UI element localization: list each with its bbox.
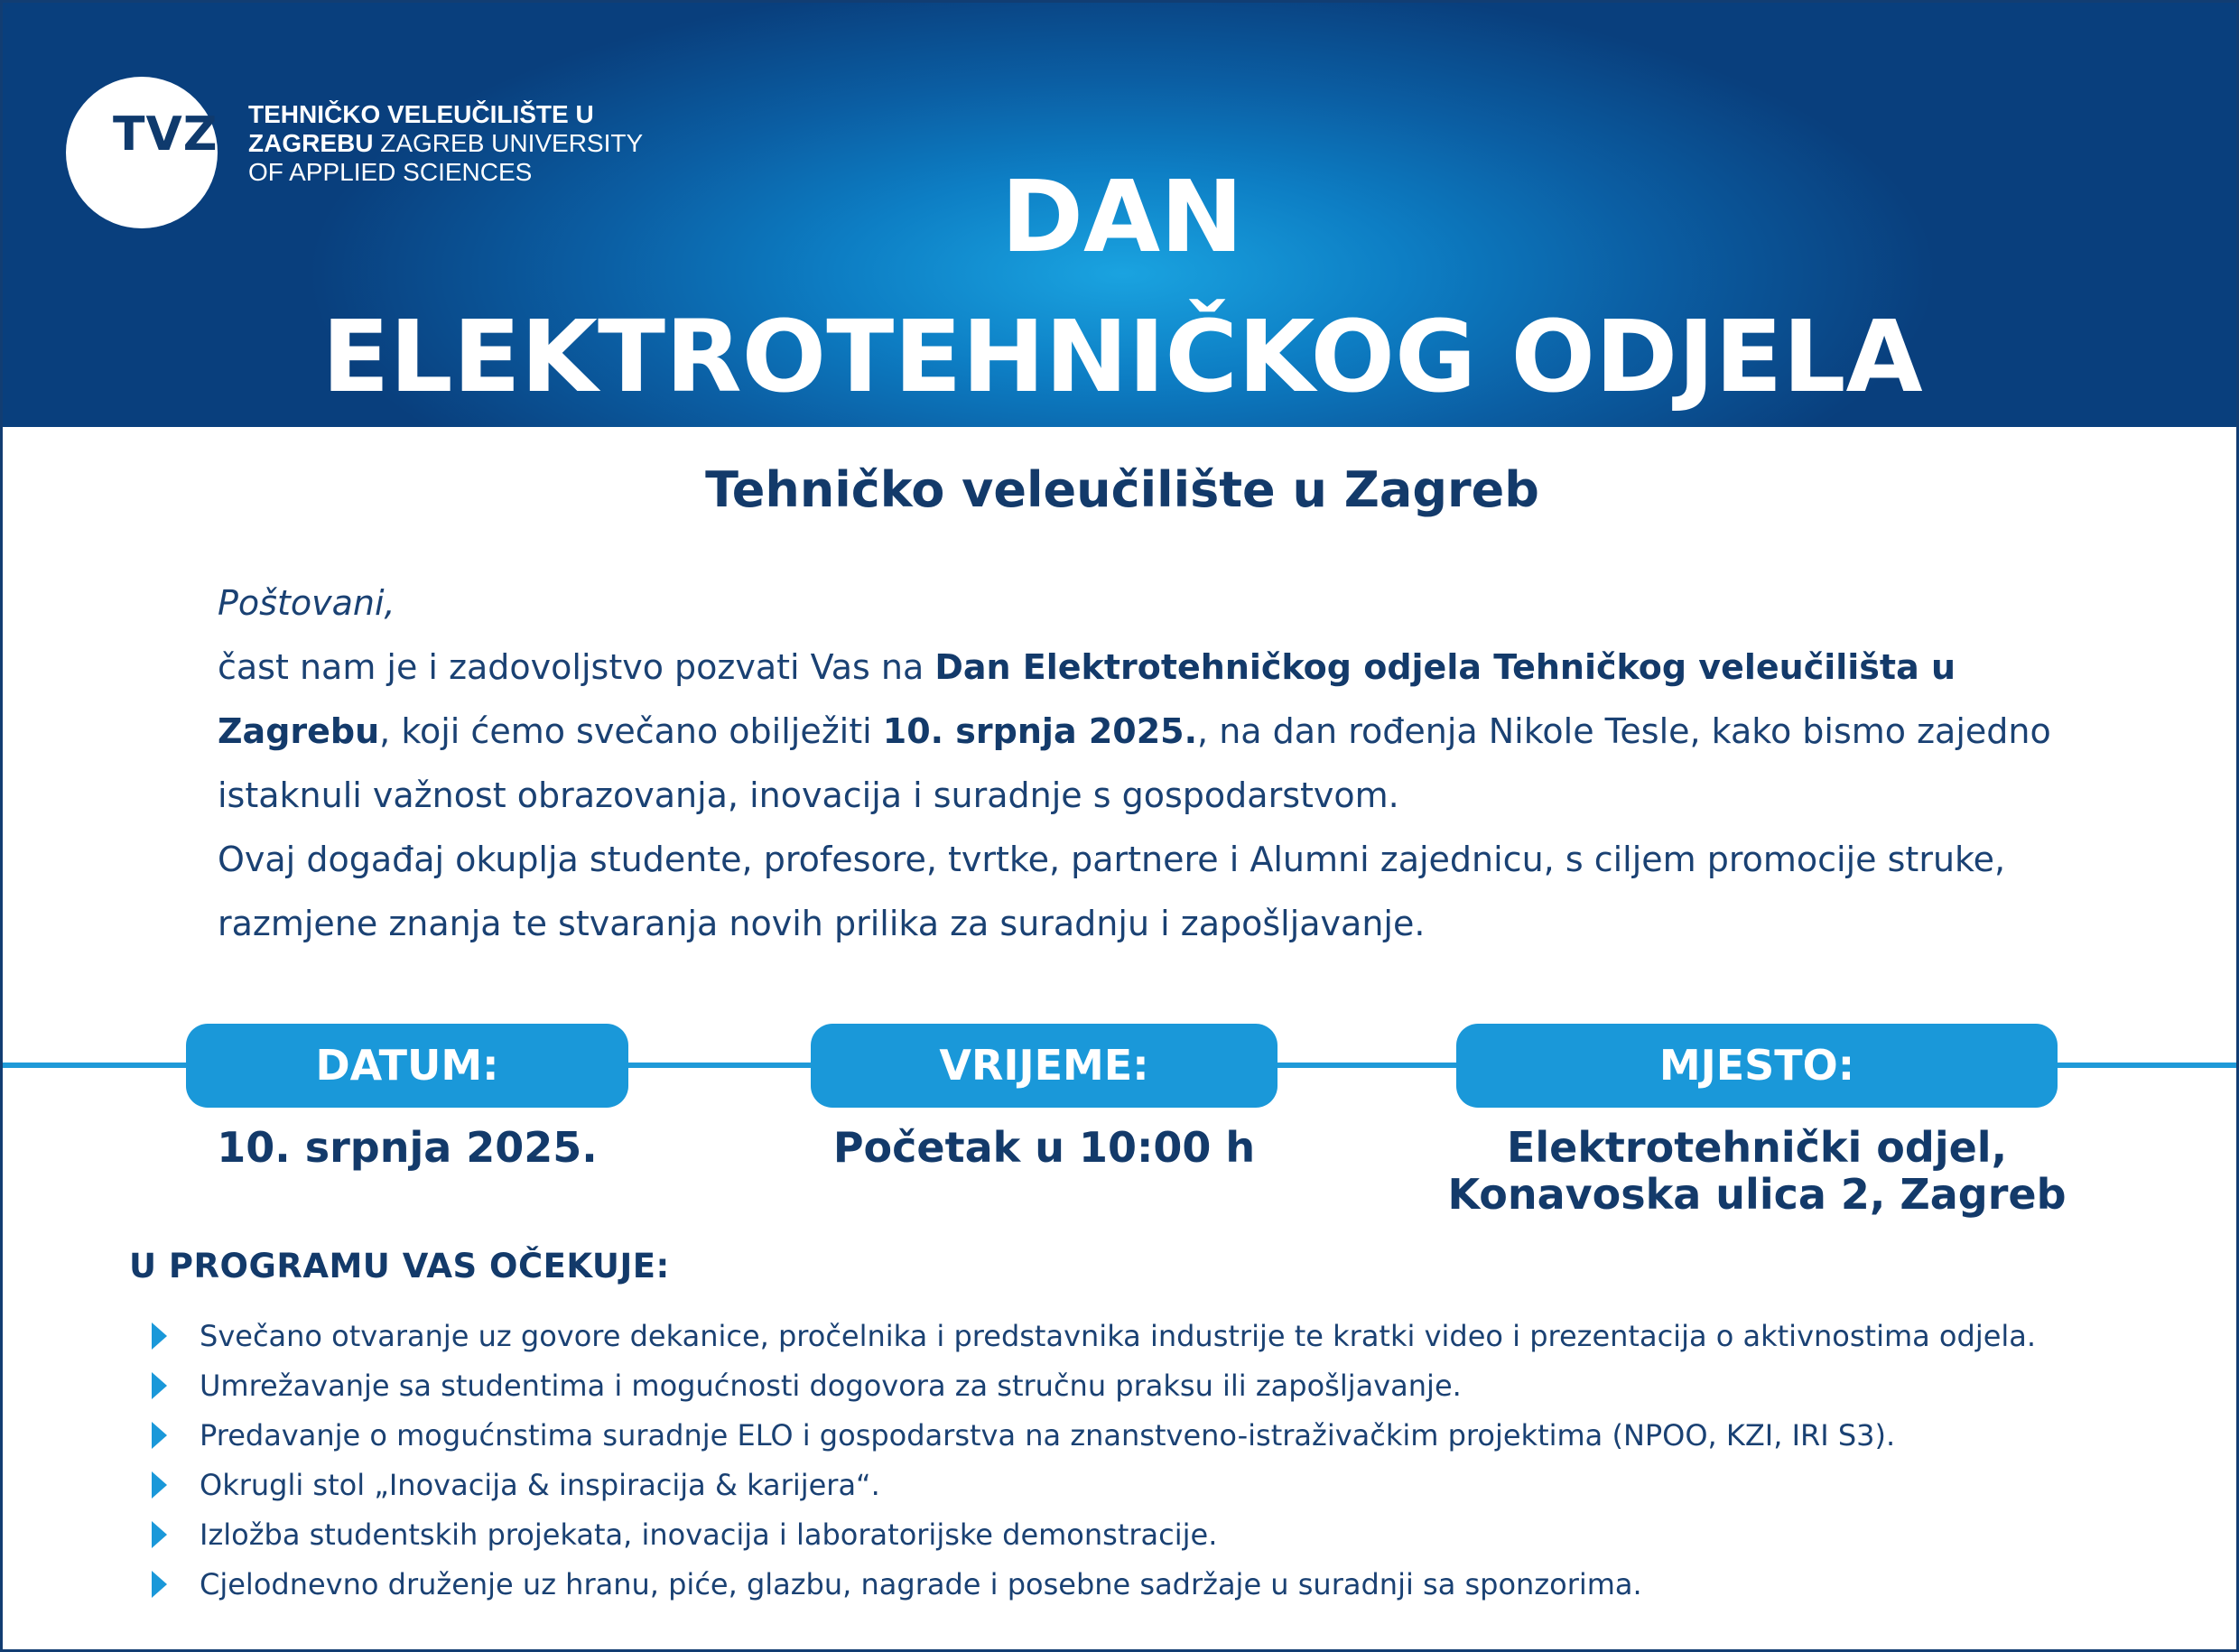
letter-paragraph-2: Ovaj događaj okuplja studente, profesore, tvrtke, partnere i Alumni zajednicu, s ciljem promocije struke, razmjene znanja te stvaranja novih prilika za suradnju i zapošljavanje. <box>218 840 2006 943</box>
triangle-right-icon <box>152 1521 167 1548</box>
institution-line1: TEHNIČKO VELEUČILIŠTE U <box>248 100 594 128</box>
p1-end: , na dan rođenja Nikole Tesle, kako bismo zajedno istaknuli važnost obrazovanja, inovacija i suradnje s gospodarstvom. <box>218 711 2051 815</box>
program-item-text: Cjelodnevno druženje uz hranu, piće, glazbu, nagrade i posebne sadržaje u suradnji sa sponzorima. <box>200 1567 1642 1601</box>
list-item <box>147 1560 2224 1610</box>
triangle-right-icon <box>152 1323 167 1350</box>
date-value: 10. srpnja 2025. <box>217 1123 598 1172</box>
title-line1: DAN <box>1000 159 1244 274</box>
institution-line3: OF APPLIED SCIENCES <box>248 158 533 186</box>
list-item <box>147 1361 2224 1411</box>
program-list <box>147 1312 2224 1610</box>
triangle-right-icon <box>152 1422 167 1449</box>
program-item-text: Svečano otvaranje uz govore dekanice, pročelnika i predstavnika industrije te kratki video i prezentacija o aktivnostima odjela. <box>200 1319 2037 1353</box>
page-title <box>3 147 2239 427</box>
invitation-letter <box>218 571 2059 956</box>
time-value: Početak u 10:00 h <box>832 1123 1256 1172</box>
subtitle: Tehničko veleučilište u Zagreb <box>705 461 1539 518</box>
list-item <box>147 1411 2224 1461</box>
header-banner <box>3 3 2239 427</box>
greeting: Poštovani, <box>218 583 395 623</box>
place-value <box>1438 1124 2076 1218</box>
tvz-logo-mark: TVZ <box>113 107 218 162</box>
letter-paragraph-1 <box>218 636 2059 828</box>
place-label-badge: MJESTO: <box>1456 1024 2058 1108</box>
p1-start: čast nam je i zadovoljstvo pozvati Vas na <box>218 647 935 687</box>
program-heading: U PROGRAMU VAS OČEKUJE: <box>129 1247 670 1285</box>
p1-event-name: Dan Elektrotehničkog odjela Tehničkog veleučilišta u Zagrebu <box>218 647 1956 751</box>
place-line2: Konavoska ulica 2, Zagreb <box>1447 1170 2067 1219</box>
triangle-right-icon <box>152 1571 167 1598</box>
time-label-badge: VRIJEME: <box>811 1024 1277 1108</box>
program-item-text: Okrugli stol „Inovacija & inspiracija & karijera“. <box>200 1468 880 1502</box>
list-item <box>147 1461 2224 1510</box>
p1-event-date: 10. srpnja 2025. <box>882 711 1198 751</box>
list-item <box>147 1312 2224 1361</box>
date-label-badge: DATUM: <box>186 1024 628 1108</box>
triangle-right-icon <box>152 1372 167 1399</box>
p1-mid: , koji ćemo svečano obilježiti <box>379 711 883 751</box>
institution-line2-rest: ZAGREB UNIVERSITY <box>373 129 644 157</box>
program-item-text: Predavanje o mogućnstima suradnje ELO i gospodarstva na znanstveno-istraživačkim projektima (NPOO, KZI, IRI S3). <box>200 1418 1896 1452</box>
triangle-right-icon <box>152 1471 167 1499</box>
place-line1: Elektrotehnički odjel, <box>1506 1123 2008 1172</box>
list-item <box>147 1510 2224 1560</box>
program-item-text: Izložba studentskih projekata, inovacija i laboratorijske demonstracije. <box>200 1517 1218 1552</box>
institution-line2-bold: ZAGREBU <box>248 129 374 157</box>
title-line2: ELEKTROTEHNIČKOG ODJELA <box>321 299 1923 414</box>
program-item-text: Umrežavanje sa studentima i mogućnosti dogovora za stručnu praksu ili zapošljavanje. <box>200 1369 1462 1403</box>
